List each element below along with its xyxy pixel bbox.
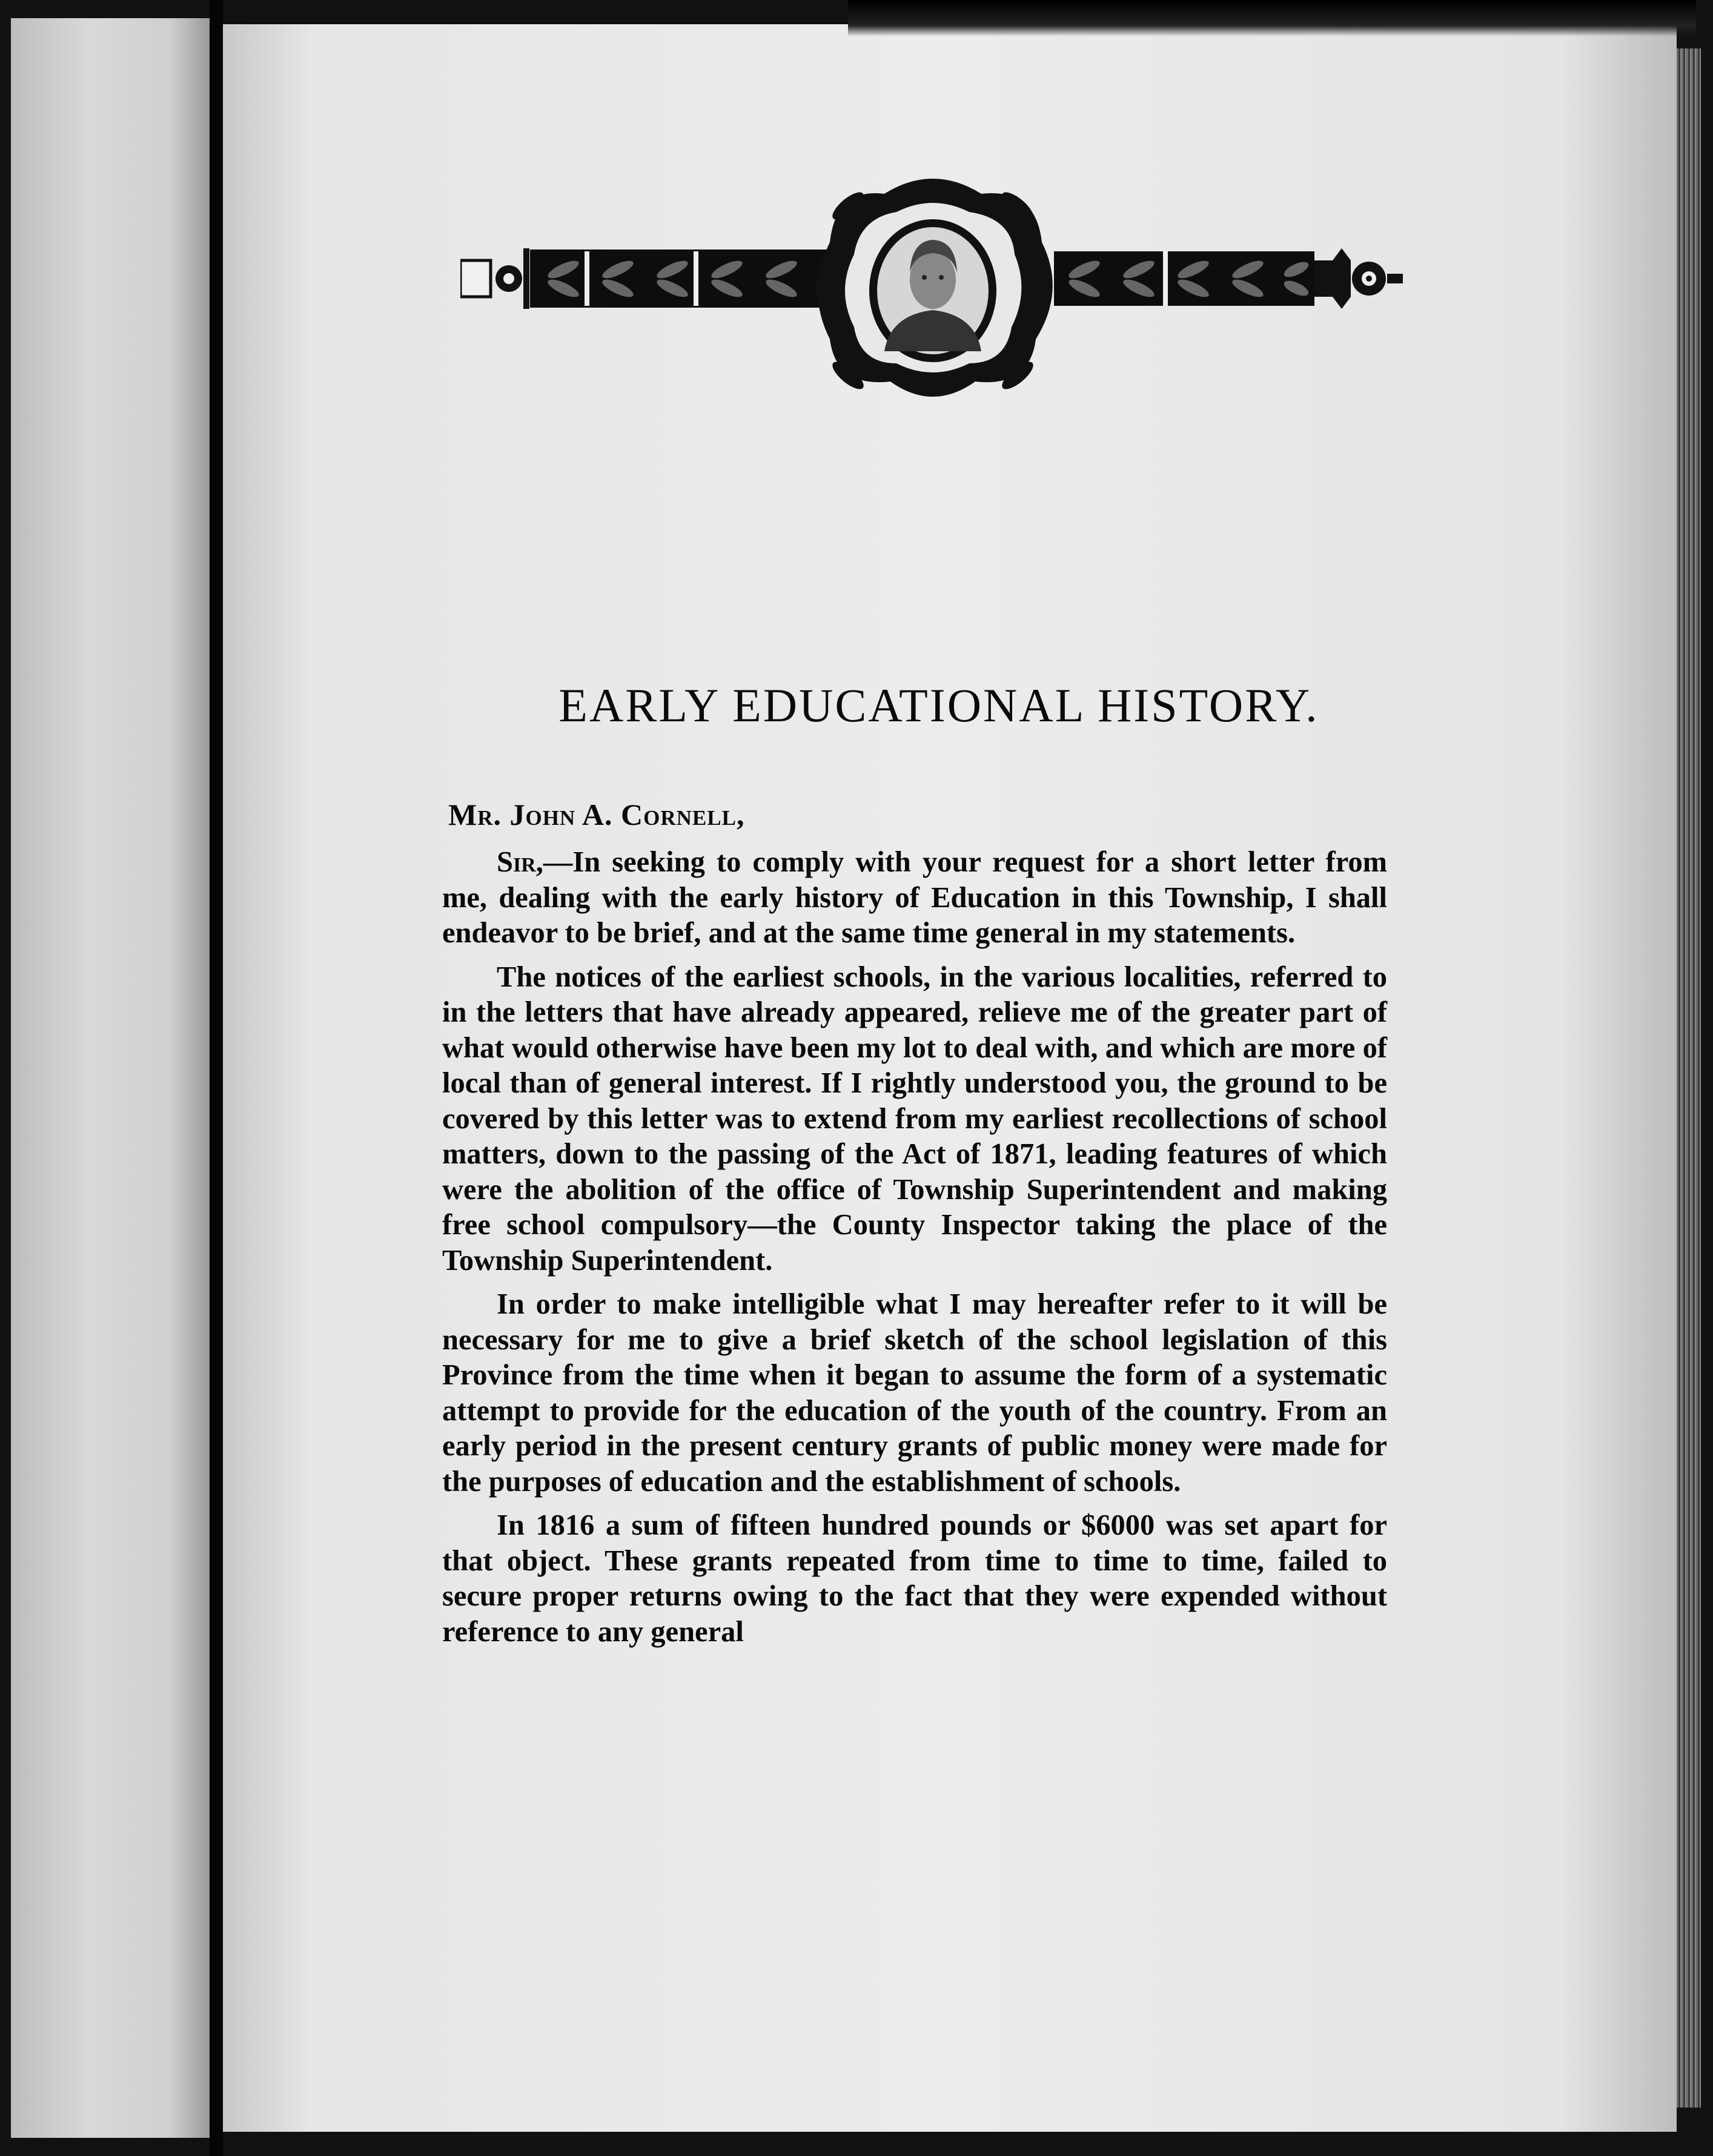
paragraph-text: In order to make intelligible what I may hereafter refer to it will be necessary for me to give a brief sketch of the school legislation of this Province from the time when it began to assume the form of a systematic attempt to provide for the education of the youth of the country. From an early period in the present century grants of public money were made for the purposes of education and the establishment of schools. (442, 1288, 1387, 1498)
right-rosette-icon (1314, 248, 1403, 309)
paragraph-lead: Sir, (497, 846, 543, 878)
paragraph (442, 960, 1387, 1279)
paragraph-text: In 1816 a sum of fifteen hundred pounds or $6000 was set apart for that object. These grants repeated from time to time to time, failed to secure proper returns owing to the fact that they were expended without reference to any general (442, 1509, 1387, 1648)
salutation: Mr. John A. Cornell, (448, 798, 745, 832)
right-laurel-band (1054, 251, 1314, 306)
left-page-blank (11, 18, 210, 2138)
page-title: EARLY EDUCATIONAL HISTORY. (558, 679, 1319, 732)
paragraph (442, 845, 1387, 951)
paragraph (442, 1287, 1387, 1500)
paragraph (442, 1508, 1387, 1650)
left-rosette-icon (460, 248, 529, 309)
paragraph-text: The notices of the earliest schools, in the various localities, referred to in the letters that have already appeared, relieve me of the greater part of what would otherwise have been my lot to deal with, and which are more of local than of general interest. If I rightly understood you, the ground to be covered by this letter was to extend from my earliest recollections of school matters, down to the passing of the Act of 1871, leading features of which were the abolition of the office of Township Superintendent and making free school compulsory—the County Inspector taking the place of the Township Superintendent. (442, 961, 1387, 1277)
top-shadow (848, 0, 1696, 36)
portrait-medallion-icon (817, 179, 1053, 397)
page-edges (1677, 48, 1701, 2108)
header-ornament (460, 170, 1405, 400)
letter-body (442, 845, 1387, 1658)
paragraph-text: —In seeking to comply with your request for a short letter from me, dealing with the early history of Education in this Township, I shall endeavor to be brief, and at the same time general in my statements. (442, 846, 1387, 949)
book-gutter (210, 0, 223, 2156)
